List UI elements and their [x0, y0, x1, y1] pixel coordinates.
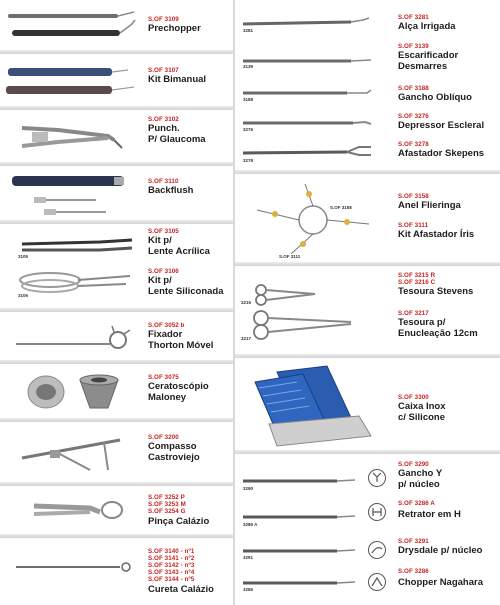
product-name: Kit p/ [148, 275, 172, 286]
instrument-label: 3217 [241, 336, 252, 341]
product-code: S.OF 3142 - nº3 [148, 562, 195, 569]
h-retractor-icon [367, 502, 387, 522]
instrument-label: 3281 [243, 28, 254, 33]
product-name: Afastador Skepens [398, 148, 485, 159]
forceps-icon [20, 236, 140, 258]
instrument-label: 3105 [18, 254, 29, 259]
product-name: Alça Irrigada [398, 21, 456, 32]
enucleation-scissors-icon [251, 308, 367, 342]
catalog-item [235, 496, 500, 536]
instrument-label: S.OF 3111 [279, 254, 301, 259]
product-name: Lente Acrílica [148, 246, 210, 257]
product-code: S.OF 3106 [148, 268, 179, 275]
product-name: Pinça Calázio [148, 516, 210, 527]
product-code: S.OF 3278 [398, 141, 429, 148]
product-code: S.OF 3216 C [398, 279, 436, 286]
catalog-item [0, 264, 233, 312]
product-code: S.OF 3200 [148, 434, 179, 441]
product-name: c/ Silicone [398, 412, 445, 423]
instrument-label: 3286 [243, 587, 254, 592]
product-name: Backflush [148, 185, 194, 196]
product-name: Drysdale p/ núcleo [398, 545, 483, 556]
chalazion-clamp-icon [30, 494, 130, 524]
catalog-item [0, 312, 233, 364]
catalog-item [0, 54, 233, 110]
catalog-item [0, 364, 233, 422]
backflush-icon [6, 172, 136, 220]
product-code: S.OF 3107 [148, 67, 179, 74]
punch-icon [18, 118, 128, 158]
product-code: S.OF 3144 - nº5 [148, 576, 195, 583]
product-code: S.OF 3105 [148, 228, 179, 235]
instrument-label: 3291 [243, 555, 254, 560]
flieringa-ring-icon [247, 180, 377, 260]
keratoscope-icon [26, 368, 126, 418]
product-name: Lente Siliconada [148, 286, 224, 297]
product-code: S.OF 3110 [148, 178, 179, 185]
product-name: Compasso [148, 441, 197, 452]
instrument-label: 3188 [243, 97, 254, 102]
product-code: S.OF 3188 [398, 85, 429, 92]
product-name: Gancho Y [398, 468, 443, 479]
chopper-icon [241, 578, 361, 588]
catalog-item [235, 266, 500, 358]
product-code: S.OF 3254 G [148, 508, 186, 515]
product-name: Castroviejo [148, 452, 200, 463]
product-code: S.OF 3140 - nº1 [148, 548, 195, 555]
product-code: S.OF 3217 [398, 310, 429, 317]
catalog-item [235, 38, 500, 80]
product-code: S.OF 3281 [398, 14, 429, 21]
product-name: Kit p/ [148, 235, 172, 246]
catalog-item [235, 358, 500, 454]
catalog-item [0, 486, 233, 538]
retractor-icon [241, 144, 381, 158]
instrument-label: 3106 [18, 293, 29, 298]
product-name: Prechopper [148, 23, 201, 34]
fixation-ring-icon [14, 324, 136, 354]
instrument-label: 3278 [243, 158, 254, 163]
curette-icon [14, 560, 136, 574]
product-name: Ceratoscópio [148, 381, 209, 392]
product-code: S.OF 3075 [148, 374, 179, 381]
product-code: S.OF 3252 P [148, 494, 185, 501]
hook-icon [241, 88, 381, 98]
catalog-item [235, 536, 500, 568]
scarifier-icon [241, 56, 381, 66]
catalog-item [0, 224, 233, 264]
product-name: Punch. [148, 123, 180, 134]
drysdale-icon [367, 540, 387, 560]
product-name: Caixa Inox [398, 401, 446, 412]
catalog-item [235, 454, 500, 496]
depressor-icon [241, 118, 381, 128]
product-name: Enucleação 12cm [398, 328, 478, 339]
chopper-icon [367, 572, 387, 592]
product-name: Depressor Escleral [398, 120, 485, 131]
product-code: S.OF 3253 M [148, 501, 186, 508]
product-code: S.OF 3139 [398, 43, 429, 50]
product-code: S.OF 3111 [398, 222, 429, 229]
h-retractor-icon [241, 512, 361, 522]
scissors-icon [16, 268, 136, 298]
product-code: S.OF 3215 R [398, 272, 436, 279]
scissors-icon [251, 282, 361, 306]
caliper-icon [20, 432, 124, 472]
product-name: Anel Flieringa [398, 200, 461, 211]
product-name: Thorton Móvel [148, 340, 214, 351]
catalog-item [235, 174, 500, 266]
product-name: P/ Glaucoma [148, 134, 206, 145]
catalog-item [0, 110, 233, 166]
catalog-item [235, 0, 500, 38]
product-code: S.OF 3286 [398, 568, 429, 575]
instrument-box-icon [249, 364, 379, 450]
instrument-label: 3290 [243, 486, 254, 491]
product-code: S.OF 3290 [398, 461, 429, 468]
catalog-item [0, 538, 233, 605]
product-code: S.OF 3141 - nº2 [148, 555, 195, 562]
product-code: S.OF 3052 b [148, 322, 185, 329]
product-code: S.OF 3102 [148, 116, 179, 123]
product-name: Fixador [148, 329, 183, 340]
product-code: S.OF 3291 [398, 538, 429, 545]
drysdale-icon [241, 546, 361, 556]
product-name: p/ núcleo [398, 479, 440, 490]
catalog-item [235, 568, 500, 605]
instrument-label: 3286 A [243, 522, 258, 527]
product-name: Maloney [148, 392, 187, 403]
product-code: S.OF 3143 - nº4 [148, 569, 195, 576]
catalog-item [0, 0, 233, 54]
left-column [0, 0, 233, 605]
product-name: Tesoura p/ [398, 317, 446, 328]
right-column [235, 0, 500, 605]
y-hook-icon [241, 476, 361, 486]
product-code: S.OF 3158 [398, 193, 429, 200]
product-name: Kit Afastador Íris [398, 229, 475, 240]
product-name: Chopper Nagahara [398, 577, 483, 588]
product-name: Retrator em H [398, 509, 461, 520]
bimanual-kit-icon [4, 62, 144, 102]
catalog-item [235, 110, 500, 138]
irrigating-loop-icon [241, 16, 381, 28]
instrument-label: 3139 [243, 64, 254, 69]
catalog-item [0, 422, 233, 486]
forceps-icon [2, 4, 142, 48]
catalog-item [235, 138, 500, 174]
catalog-item [0, 166, 233, 224]
product-name: Gancho Oblíquo [398, 92, 472, 103]
instrument-label: 3215 [241, 300, 252, 305]
product-name: Kit Bimanual [148, 74, 207, 85]
y-hook-icon [367, 468, 387, 488]
product-code: S.OF 3109 [148, 16, 179, 23]
instrument-label: S.OF 3158 [330, 205, 352, 210]
product-name: Desmarres [398, 61, 448, 72]
product-name: Tesoura Stevens [398, 286, 474, 297]
product-code: S.OF 3276 [398, 113, 429, 120]
product-code: S.OF 3286 A [398, 500, 435, 507]
instrument-label: 3276 [243, 127, 254, 132]
product-code: S.OF 3300 [398, 394, 429, 401]
product-name: Cureta Calázio [148, 584, 214, 595]
product-name: Escarificador [398, 50, 459, 61]
catalog-item [235, 80, 500, 110]
